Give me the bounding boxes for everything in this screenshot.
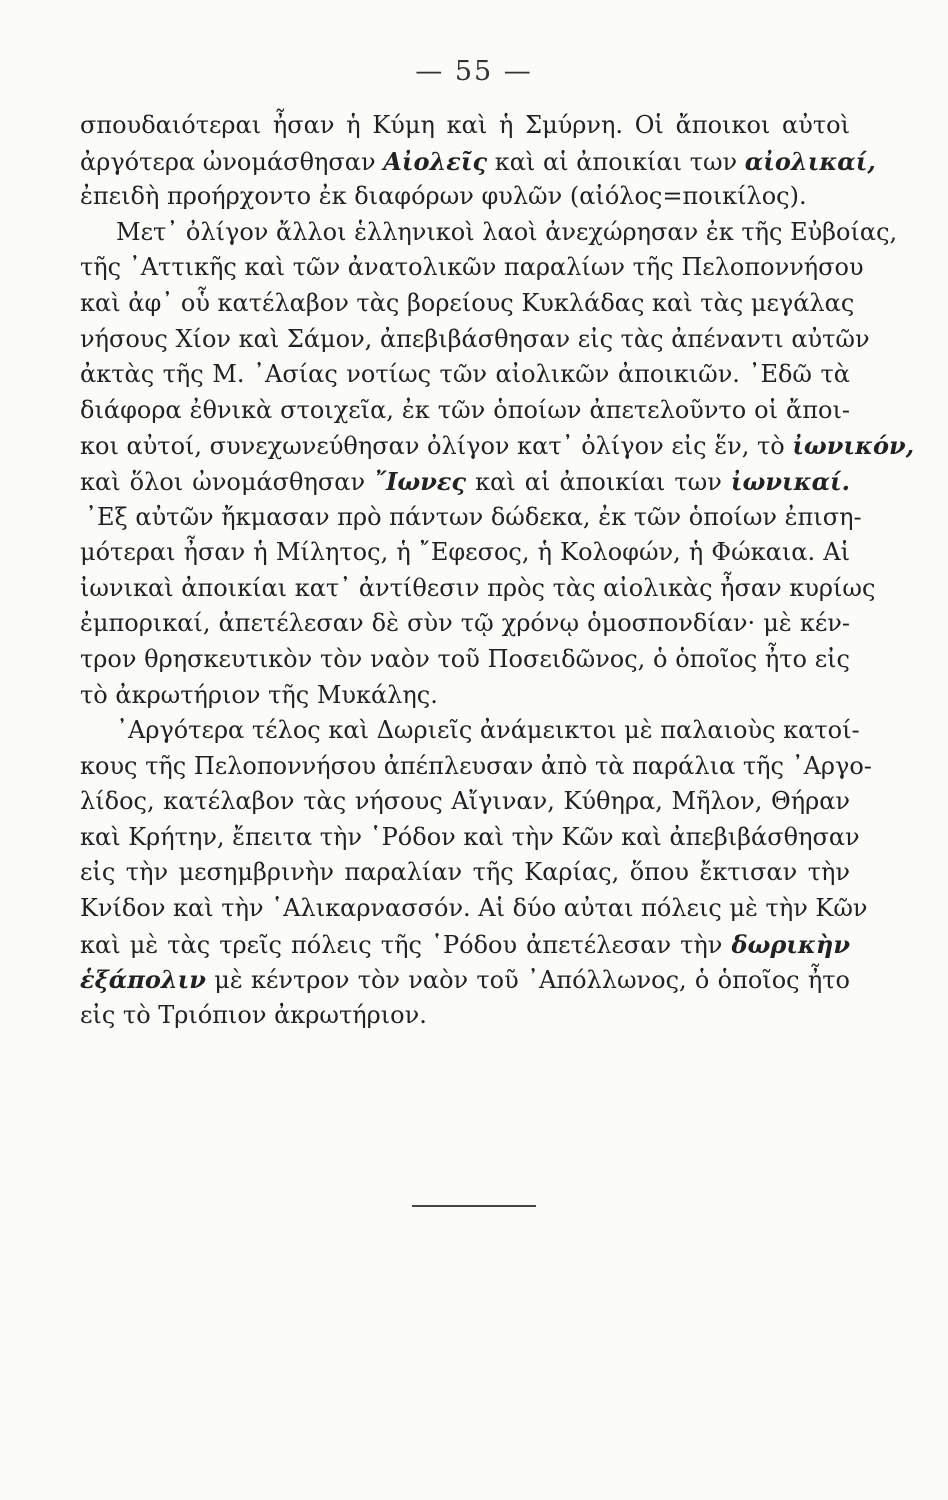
text-span: τρον θρησκευτικὸν τὸν ναὸν τοῦ Ποσειδῶνος, ὁ ὁποῖος ἦτο εἰς — [80, 644, 850, 673]
text-line — [80, 144, 876, 180]
page-number: — 55 — — [415, 56, 533, 87]
text-span: ἐπειδὴ προήρχοντο ἐκ διαφόρων φυλῶν (αἰόλος=ποικίλος). — [80, 182, 807, 211]
body-text — [80, 108, 915, 1033]
emphasized-term: αἰολικαί, — [744, 146, 876, 176]
text-span: τῆς ᾽Αττικῆς καὶ τῶν ἀνατολικῶν παραλίων τῆς Πελοποννήσου — [80, 253, 864, 282]
text-line — [80, 108, 850, 144]
text-span: ᾽Εξ αὐτῶν ἤκμασαν πρὸ πάντων δώδεκα, ἐκ τῶν ὁποίων ἐπιση- — [85, 502, 862, 531]
text-line — [80, 571, 876, 607]
text-span: λίδος, κατέλαβον τὰς νήσους Αἴγιναν, Κύθηρα, Μῆλον, Θήραν — [80, 787, 850, 816]
text-line — [80, 500, 862, 536]
text-span: καὶ Κρήτην, ἔπειτα τὴν ῾Ρόδον καὶ τὴν Κῶν καὶ ἀπεβιβάσθησαν — [80, 822, 860, 851]
text-span: ἐμπορικαί, ἀπετέλεσαν δὲ σὺν τῷ χρόνῳ ὁμοσπονδίαν· μὲ κέν- — [80, 609, 850, 638]
text-line — [80, 927, 850, 963]
text-span: ᾽Αργότερα τέλος καὶ Δωριεῖς ἀνάμεικτοι μὲ παλαιοὺς κατοί- — [116, 716, 860, 745]
text-line — [80, 322, 870, 358]
text-line — [80, 215, 898, 251]
text-line — [80, 606, 850, 642]
text-span: κοι αὐτοί, συνεχωνεύθησαν ὀλίγον κατ᾽ ὀλίγον εἰς ἕν, τὸ — [80, 432, 793, 461]
text-line — [80, 962, 850, 998]
text-line — [80, 393, 850, 429]
text-span: μὲ κέντρον τὸν ναὸν τοῦ ᾽Απόλλωνος, ὁ ὁποῖος ἦτο — [205, 966, 850, 995]
text-line — [80, 535, 850, 571]
text-line — [80, 998, 850, 1034]
text-span: σπουδαιότεραι ἦσαν ἡ Κύμη καὶ ἡ Σμύρνη. Οἱ ἄποικοι αὐτοὶ — [80, 111, 850, 139]
text-line — [80, 286, 855, 322]
text-span: μότεραι ἦσαν ἡ Μίλητος, ἡ ῎Εφεσος, ἡ Κολοφών, ἡ Φώκαια. Αἱ — [80, 538, 850, 567]
text-line — [80, 891, 868, 927]
emphasized-term: ἑξάπολιν — [80, 965, 206, 995]
text-line — [80, 820, 860, 856]
text-span: καὶ αἱ ἀποικίαι των — [466, 467, 731, 496]
emphasized-term: δωρικὴν — [731, 929, 850, 959]
text-span: καὶ ἀφ᾽ οὗ κατέλαβον τὰς βορείους Κυκλάδας καὶ τὰς μεγάλας — [80, 288, 855, 317]
emphasized-term: ἰωνικαί. — [730, 466, 851, 496]
text-span: καὶ αἱ ἀποικίαι των — [487, 147, 745, 176]
text-line — [80, 749, 872, 785]
text-line — [80, 428, 915, 464]
text-line — [80, 357, 850, 393]
text-span: ἀργότερα ὠνομάσθησαν — [80, 147, 384, 176]
text-span: κους τῆς Πελοποννήσου ἀπέπλευσαν ἀπὸ τὰ παράλια τῆς ᾽Αργο- — [80, 751, 872, 780]
emphasized-term: ῎Ιωνες — [374, 466, 467, 496]
text-span: διάφορα ἐθνικὰ στοιχεῖα, ἐκ τῶν ὁποίων ἀπετελοῦντο οἱ ἄποι- — [80, 395, 850, 424]
text-line — [80, 713, 860, 749]
text-line — [80, 250, 864, 286]
text-span: Κνίδον καὶ τὴν ῾Αλικαρνασσόν. Αἱ δύο αὐται πόλεις μὲ τὴν Κῶν — [80, 894, 868, 923]
emphasized-term: Αἰολεῖς — [383, 146, 488, 176]
text-line — [80, 464, 850, 500]
text-span: νήσους Χίον καὶ Σάμον, ἀπεβιβάσθησαν εἰς τὰς ἀπέναντι αὐτῶν — [80, 324, 870, 353]
text-line — [80, 855, 850, 891]
text-line — [80, 784, 850, 820]
text-span: τὸ ἀκρωτήριον τῆς Μυκάλης. — [80, 680, 438, 709]
text-line — [80, 179, 850, 215]
text-span: καὶ ὅλοι ὠνομάσθησαν — [80, 467, 375, 496]
text-span: εἰς τὴν μεσημβρινὴν παραλίαν τῆς Καρίας, ὅπου ἔκτισαν τὴν — [80, 858, 850, 887]
text-line — [80, 678, 850, 714]
text-line — [80, 642, 850, 678]
text-span: Μετ᾽ ὀλίγον ἄλλοι ἑλληνικοὶ λαοὶ ἀνεχώρησαν ἐκ τῆς Εὐβοίας, — [116, 217, 898, 246]
section-end-rule — [412, 1205, 536, 1207]
text-span: ἀκτὰς τῆς Μ. ᾽Ασίας νοτίως τῶν αἰολικῶν ἀποικιῶν. ᾽Εδῶ τὰ — [80, 360, 850, 389]
emphasized-term: ἰωνικόν, — [792, 431, 915, 461]
text-span: ἰωνικαὶ ἀποικίαι κατ᾽ ἀντίθεσιν πρὸς τὰς αἰολικὰς ἦσαν κυρίως — [80, 573, 876, 602]
text-span: εἰς τὸ Τριόπιον ἀκρωτήριον. — [80, 1000, 427, 1029]
text-span: καὶ μὲ τὰς τρεῖς πόλεις τῆς ῾Ρόδου ἀπετέλεσαν τὴν — [80, 930, 732, 959]
